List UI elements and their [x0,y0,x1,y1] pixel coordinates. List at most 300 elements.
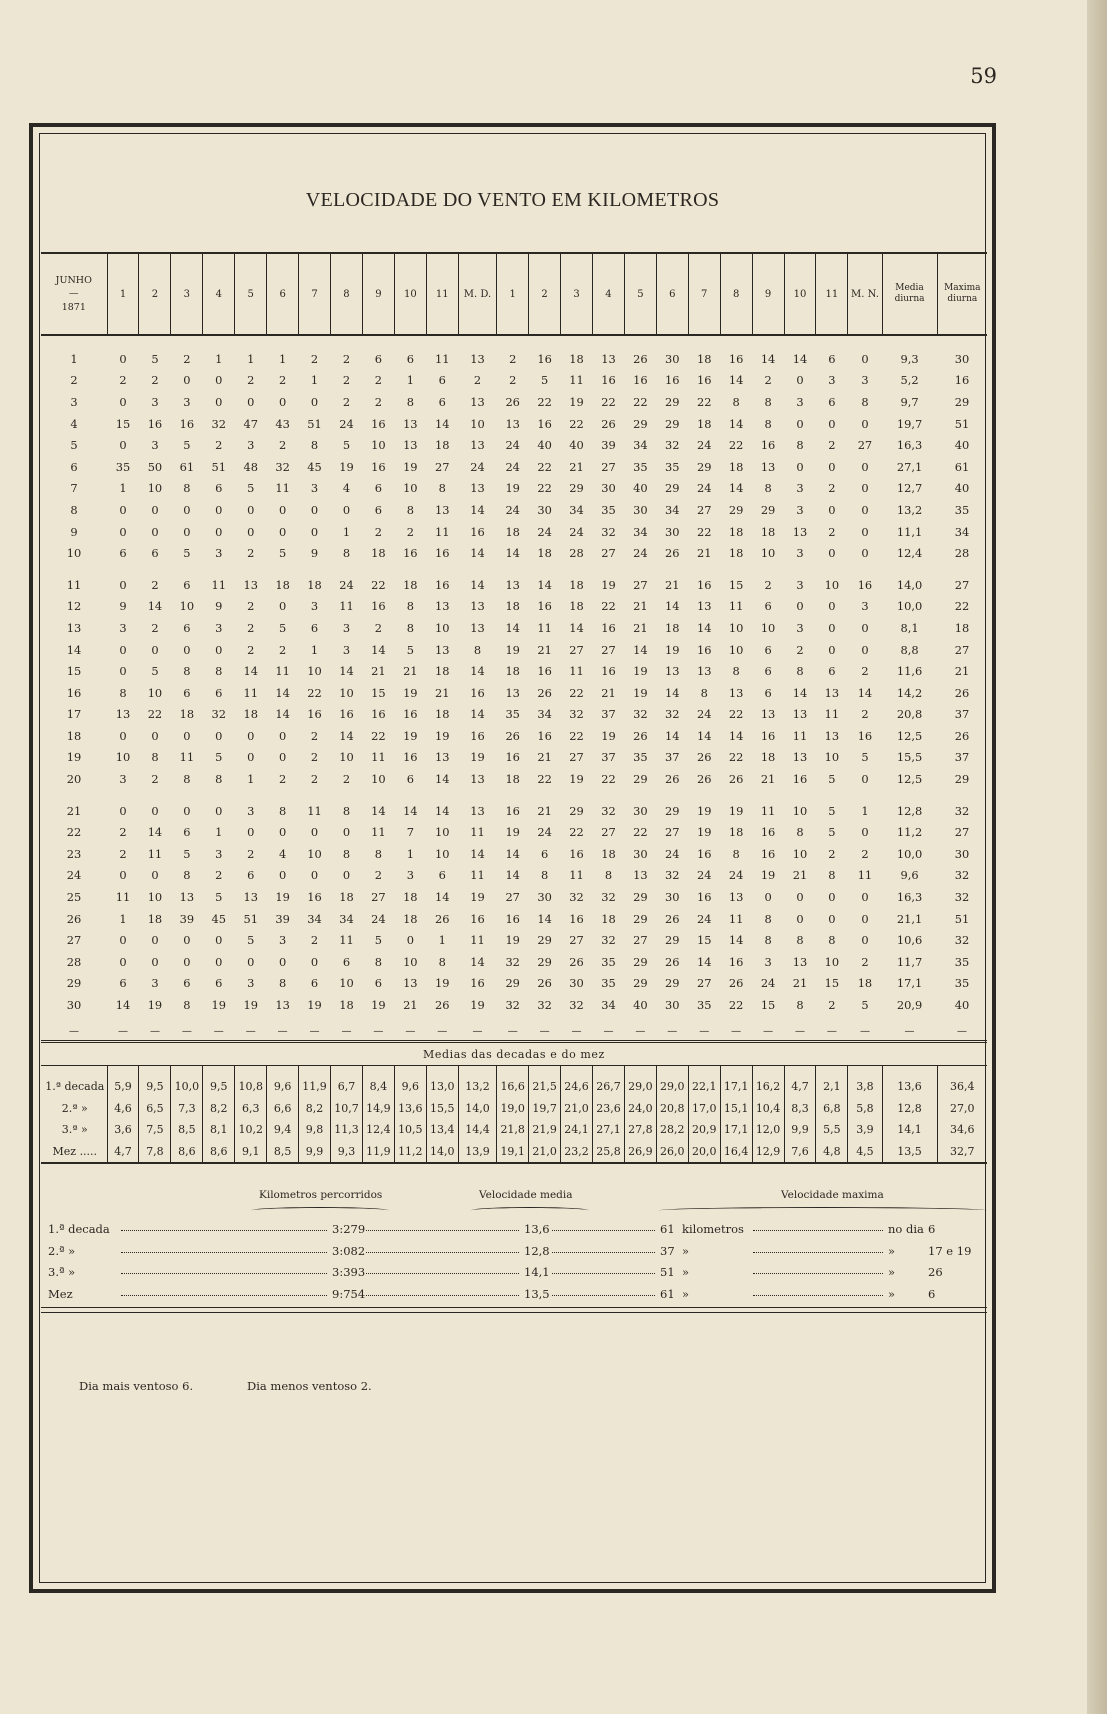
value-cell: 10 [434,825,450,840]
value-cell: 2 [310,728,319,743]
value-cell: 2 [509,373,517,388]
value-cell: 2 [151,620,159,635]
value-cell: 51 [954,911,970,926]
summary-value: 12,4 [362,1119,394,1141]
value-cell: 22 [569,416,584,431]
value-cell: 32 [601,803,616,818]
value-cell: 27 [569,642,584,657]
value-cell: 16 [434,546,450,561]
value-cell: 22 [601,599,616,614]
summary-value: 23,2 [561,1141,593,1164]
value-cell: 5 [215,890,223,905]
value-cell: 8 [764,911,772,926]
value-cell: 24 [339,416,354,431]
value-cell: 0 [215,933,223,948]
value-cell: 22 [569,728,584,743]
day-cell: 6 [70,459,78,474]
totals-label: 3.ª » [48,1265,76,1279]
value-cell: 32 [211,707,227,722]
value-cell: 14,0 [896,577,923,592]
value-cell: 35 [633,459,648,474]
day-cell: 13 [66,620,82,635]
value-cell: 26 [537,976,552,991]
dash-cell [497,1016,529,1042]
summary-value: 24,0 [624,1098,656,1120]
summary-value: 13,2 [458,1066,497,1098]
day-cell: 21 [66,803,82,818]
value-cell: 5 [151,351,159,366]
summary-value: 4,7 [107,1141,139,1164]
value-cell: 10 [728,620,744,635]
value-cell: 3 [183,394,191,409]
value-cell: 2 [279,642,287,657]
value-cell: 10 [307,664,322,679]
value-cell: 10 [115,750,131,765]
value-cell: 16 [470,911,485,926]
value-cell: 45 [307,459,322,474]
value-cell: 22 [371,577,386,592]
value-cell: 14 [665,599,680,614]
table-row [41,821,987,843]
value-cell: 13 [505,577,520,592]
value-cell: 14 [339,728,354,743]
value-cell: 35 [954,976,970,991]
value-cell: 32 [633,707,648,722]
value-cell: 0 [861,772,869,787]
value-cell: 19 [339,459,354,474]
value-cell: 14 [760,351,776,366]
value-cell: 13 [633,868,648,883]
value-cell: 40 [633,998,648,1013]
maxima-brace [659,1207,987,1214]
summary-value: 27,8 [624,1119,656,1141]
value-cell: 2 [310,351,319,366]
value-cell: 6 [215,481,223,496]
value-cell: 0 [310,825,319,840]
value-cell: 43 [275,416,290,431]
table-row [41,499,987,521]
value-cell: 40 [537,438,552,453]
value-cell: 30 [569,976,584,991]
value-cell: 10 [824,577,840,592]
max-unit: » [682,1265,690,1279]
summary-label: Mez ..... [41,1141,107,1164]
value-cell: 18 [537,546,552,561]
summary-value: 19,1 [497,1141,529,1164]
value-cell: 10 [307,846,322,861]
value-cell: 35 [696,998,712,1013]
value-cell: 21 [696,546,712,561]
leader-dots [363,1252,519,1253]
value-cell: 6 [310,620,319,635]
value-cell: 0 [861,459,869,474]
dash-mark: — [213,1026,224,1038]
value-cell: 22 [633,825,648,840]
value-cell: 40 [633,481,648,496]
wind-speed-table [41,252,987,1164]
summary-value: 24,1 [561,1119,593,1141]
value-cell: 18 [569,351,584,366]
summary-value: 21,5 [529,1066,561,1098]
value-cell: 32 [954,933,970,948]
value-cell: 13 [470,772,485,787]
value-cell: 26 [601,416,616,431]
value-cell: 27 [569,933,584,948]
value-cell: 0 [183,373,191,388]
section-title-row [41,1042,987,1066]
value-cell: 19 [601,728,616,743]
value-cell: 14 [505,846,520,861]
table-row [41,564,987,596]
value-cell: 6 [374,976,383,991]
value-cell: 16 [569,911,584,926]
value-cell: 13 [470,438,485,453]
value-cell: 2 [310,772,319,787]
value-cell: 6 [828,394,836,409]
value-cell: 2 [247,599,255,614]
hour-header: 10 [784,253,816,335]
summary-value: 14,9 [362,1098,394,1120]
value-cell: 22 [954,599,970,614]
value-cell: 0 [247,728,255,743]
value-cell: 3 [796,620,804,635]
hour-header: 1 [107,253,139,335]
value-cell: 22 [696,524,712,539]
dash-cell [656,1016,688,1042]
value-cell: 13 [728,685,744,700]
value-cell: 0 [279,502,287,517]
table-row [41,391,987,413]
value-cell: 14 [537,577,552,592]
summary-value: 6,5 [139,1098,171,1120]
value-cell: 32 [665,868,680,883]
summary-value: 11,2 [394,1141,426,1164]
dia-label: » [888,1286,896,1301]
leader-dots [549,1230,655,1231]
value-cell: 1 [279,351,287,366]
value-cell: 13 [505,685,520,700]
value-cell: 22 [728,438,744,453]
value-cell: 6 [764,685,772,700]
value-cell: 11 [371,825,386,840]
value-cell: 29 [954,394,970,409]
summary-value: 32,7 [937,1141,987,1164]
summary-value: 16,2 [752,1066,784,1098]
table-row [41,521,987,543]
value-cell: 0 [119,394,127,409]
value-cell: 14 [371,642,386,657]
value-cell: 0 [861,642,869,657]
value-cell: 29 [537,954,552,969]
value-cell: 8 [796,998,804,1013]
summary-value: 9,9 [784,1119,816,1141]
value-cell: 20,8 [896,707,923,722]
page-title: VELOCIDADE DO VENTO EM KILOMETROS [305,189,720,211]
dash-row [41,1016,987,1042]
value-cell: 29 [696,459,712,474]
value-cell: 29 [633,954,648,969]
value-cell: 19 [505,481,520,496]
value-cell: 18 [243,707,258,722]
media-value: 14,1 [524,1265,550,1279]
value-cell: 5 [861,750,869,765]
summary-value: 2,1 [816,1066,848,1098]
value-cell: 3 [279,933,287,948]
value-cell: 39 [179,911,195,926]
value-cell: 0 [861,890,869,905]
day-cell: 3 [70,394,78,409]
table-row [41,865,987,887]
value-cell: 10,6 [896,933,923,948]
value-cell: 1 [215,825,223,840]
value-cell: 1 [310,642,319,657]
value-cell: 5 [247,933,255,948]
day-cell: 25 [66,890,82,905]
summary-value: 7,5 [139,1119,171,1141]
value-cell: 1 [119,481,127,496]
value-cell: 16 [760,825,776,840]
value-cell: 18 [696,416,712,431]
value-cell: 30 [665,524,680,539]
dash-mark: — [539,1026,550,1038]
value-cell: 0 [183,803,191,818]
value-cell: 19 [601,577,616,592]
summary-value: 12,9 [752,1141,784,1164]
value-cell: 18 [728,825,744,840]
summary-value: 10,8 [235,1066,267,1098]
value-cell: 15 [728,577,744,592]
value-cell: 6 [183,620,191,635]
value-cell: 27 [696,976,712,991]
value-cell: 5 [828,803,836,818]
value-cell: 8 [764,933,772,948]
value-cell: 32 [665,707,680,722]
value-cell: 16 [696,846,712,861]
summary-value: 4,5 [848,1141,882,1164]
value-cell: 0 [119,577,127,592]
dash-mark: — [667,1026,678,1038]
value-cell: 9 [215,599,223,614]
summary-value: 19,0 [497,1098,529,1120]
value-cell: 29 [569,481,584,496]
value-cell: 16 [792,772,808,787]
value-cell: 13 [470,394,485,409]
value-cell: 21 [537,750,552,765]
value-cell: 2 [151,373,159,388]
value-cell: 19 [371,998,386,1013]
value-cell: 0 [279,825,287,840]
summary-value: 12,8 [882,1098,937,1120]
value-cell: 24 [371,911,386,926]
table-row [41,335,987,370]
leader-dots [121,1295,327,1296]
value-cell: 11,2 [896,825,923,840]
value-cell: 3 [796,502,804,517]
summary-value: 15,1 [720,1098,752,1120]
value-cell: 34 [307,911,322,926]
value-cell: 3 [151,976,159,991]
value-cell: 2 [796,642,804,657]
value-cell: 29 [665,416,680,431]
totals-row [41,1284,987,1306]
value-cell: 18 [505,664,520,679]
value-cell: 14 [696,728,712,743]
value-cell: 16 [505,750,520,765]
value-cell: 0 [310,868,319,883]
value-cell: 13 [665,664,680,679]
value-cell: 19 [307,998,322,1013]
value-cell: 10 [403,954,418,969]
value-cell: 0 [828,890,836,905]
value-cell: 16 [569,846,584,861]
value-cell: 18 [434,707,450,722]
value-cell: 0 [151,524,159,539]
value-cell: 3 [119,620,127,635]
day-cell: 23 [66,846,82,861]
value-cell: 26 [434,911,450,926]
dash-cell [331,1016,363,1042]
value-cell: 13 [696,664,712,679]
value-cell: 26 [696,772,712,787]
value-cell: 29 [954,772,970,787]
value-cell: 34 [537,707,552,722]
value-cell: 0 [183,954,191,969]
value-cell: 27 [954,642,970,657]
table-row [41,682,987,704]
totals-row [41,1241,987,1263]
value-cell: 7 [406,825,414,840]
value-cell: 3 [151,438,159,453]
summary-value: 9,6 [394,1066,426,1098]
dash-cell [688,1016,720,1042]
value-cell: 26 [434,998,450,1013]
value-cell: 2 [119,373,127,388]
value-cell: 2 [247,642,255,657]
value-cell: 8 [374,954,383,969]
value-cell: 10 [339,976,354,991]
value-cell: 29 [665,976,680,991]
summary-value: 11,9 [299,1066,331,1098]
leader-dots [549,1252,655,1253]
value-cell: 6 [406,772,414,787]
value-cell: 8 [796,438,804,453]
dash-cell [362,1016,394,1042]
media-header: Velocidade media [479,1189,573,1201]
value-cell: 3 [796,394,804,409]
summary-value: 8,2 [299,1098,331,1120]
value-cell: 19 [403,728,418,743]
value-cell: 15,5 [896,750,923,765]
value-cell: 6 [828,664,836,679]
summary-row [41,1066,987,1098]
value-cell: 24 [537,825,552,840]
value-cell: 18 [339,890,354,905]
value-cell: 16 [147,416,163,431]
value-cell: 30 [633,502,648,517]
leader-dots [363,1230,519,1231]
value-cell: 6 [374,481,383,496]
hour-header: 3 [561,253,593,335]
value-cell: 8 [342,803,351,818]
hour-header: 9 [362,253,394,335]
header-row [41,253,987,335]
value-cell: 3 [247,976,255,991]
value-cell: 27 [857,438,873,453]
value-cell: 16 [371,416,386,431]
value-cell: 19 [211,998,227,1013]
dia-label: » [888,1243,896,1258]
value-cell: 29 [665,394,680,409]
dash-mark: — [245,1026,256,1038]
value-cell: 32 [954,890,970,905]
value-cell: 21 [403,664,418,679]
value-cell: 2 [374,373,383,388]
value-cell: 32 [601,933,616,948]
value-cell: 16 [857,577,873,592]
summary-value: 9,1 [235,1141,267,1164]
value-cell: 19 [728,803,744,818]
value-cell: 0 [796,911,804,926]
value-cell: 6 [119,976,127,991]
summary-value: 9,5 [139,1066,171,1098]
value-cell: 21 [792,868,808,883]
value-cell: 13 [403,438,418,453]
value-cell: 19 [403,685,418,700]
value-cell: 8 [310,438,319,453]
value-cell: 14 [696,954,712,969]
value-cell: 3 [215,546,223,561]
km-brace [251,1207,389,1214]
hour-header: 2 [139,253,171,335]
dash-mark: — [826,1026,837,1038]
value-cell: 24 [537,524,552,539]
day-cell: 20 [66,772,82,787]
value-cell: 0 [151,728,159,743]
summary-value: 8,2 [203,1098,235,1120]
table-row [41,725,987,747]
value-cell: 5 [183,846,191,861]
value-cell: 29 [537,933,552,948]
value-cell: 10 [434,620,450,635]
value-cell: 32 [569,890,584,905]
value-cell: 26 [505,394,520,409]
value-cell: 21 [434,685,450,700]
value-cell: 6 [438,394,446,409]
value-cell: 8 [183,481,191,496]
value-cell: 24 [569,524,584,539]
value-cell: 5 [374,933,383,948]
value-cell: 0 [215,728,223,743]
value-cell: 14 [857,685,873,700]
value-cell: 30 [601,481,616,496]
dash-mark: — [904,1026,915,1038]
value-cell: 14 [147,825,163,840]
value-cell: 3 [310,481,319,496]
value-cell: 0 [215,803,223,818]
value-cell: 10 [147,481,163,496]
hour-header: 7 [688,253,720,335]
value-cell: 16 [696,642,712,657]
dash-cell [458,1016,497,1042]
maxima-diurna-header [937,253,987,335]
value-cell: 0 [861,933,869,948]
value-cell: 12,8 [896,803,923,818]
table-row [41,704,987,726]
value-cell: 3 [342,620,351,635]
value-cell: 18 [275,577,290,592]
hour-header: M. D. [458,253,497,335]
summary-value: 9,8 [299,1119,331,1141]
